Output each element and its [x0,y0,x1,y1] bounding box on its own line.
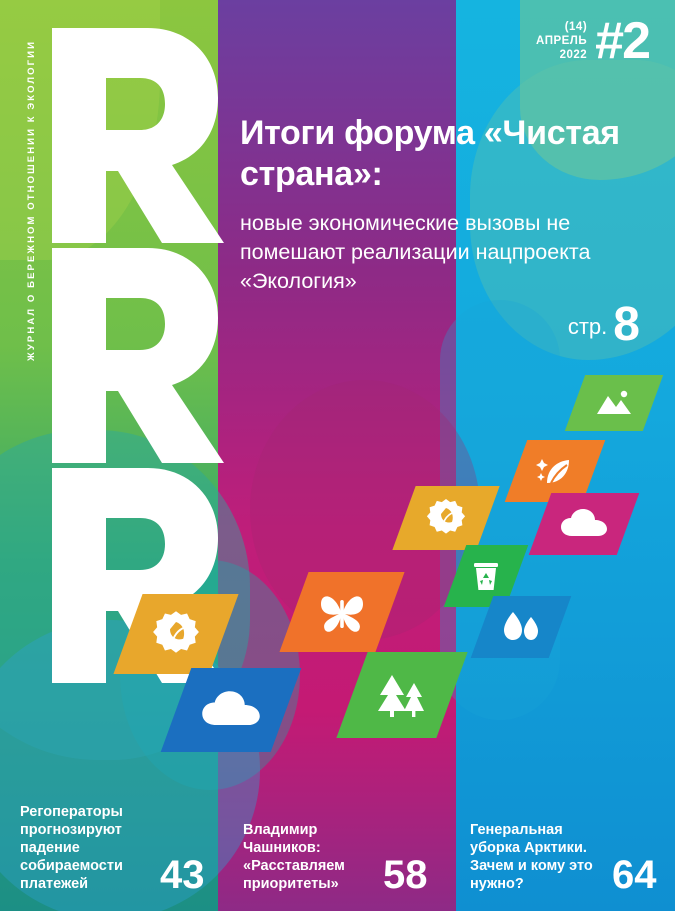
teaser-page-number: 58 [383,853,428,897]
issue-year: 2022 [559,49,588,61]
teaser-text: Регоператоры прогнозируют падение собираемости платежей [20,804,123,892]
teaser-item[interactable] [20,803,210,897]
headline-subtitle: новые экономические вызовы не помешают реализации нацпроекта «Экология» [240,211,591,293]
page-label: стр. [567,314,608,339]
water-drops-icon [500,610,542,644]
teaser-page-number: 64 [612,853,657,897]
teaser-text: Владимир Чашников: «Расставляем приоритеты» [243,822,345,892]
cover-headline [240,113,640,350]
issue-meta [536,20,587,62]
leaf-sparkle-icon [535,453,575,489]
butterfly-icon [317,590,367,634]
gear-leaf-icon [152,610,200,658]
issue-volume: (14) [564,21,588,33]
page-number: 8 [613,298,640,351]
spine-tagline [26,0,37,760]
cover-teasers [0,781,675,911]
teaser-item[interactable] [470,821,666,897]
spine-tagline-text: ЖУРНАЛ О БЕРЕЖНОМ ОТНОШЕНИИ К ЭКОЛОГИИ [26,40,37,361]
headline-page-reference [240,298,640,351]
teaser-text: Генеральная уборка Арктики. Зачем и кому это нужно? [470,822,593,892]
teaser-item[interactable] [243,821,438,897]
mountain-icon [595,388,633,418]
headline-title: Итоги форума «Чистая страна»: [240,114,620,193]
teaser-page-number: 43 [160,853,205,897]
issue-number: #2 [595,12,649,70]
recycle-bin-icon [471,559,501,593]
issue-info [536,12,649,70]
cloud-icon [199,690,263,730]
gear-leaf-icon [426,498,466,538]
issue-month: АПРЕЛЬ [536,35,588,47]
trees-icon [374,671,430,719]
cloud-icon [559,508,609,540]
